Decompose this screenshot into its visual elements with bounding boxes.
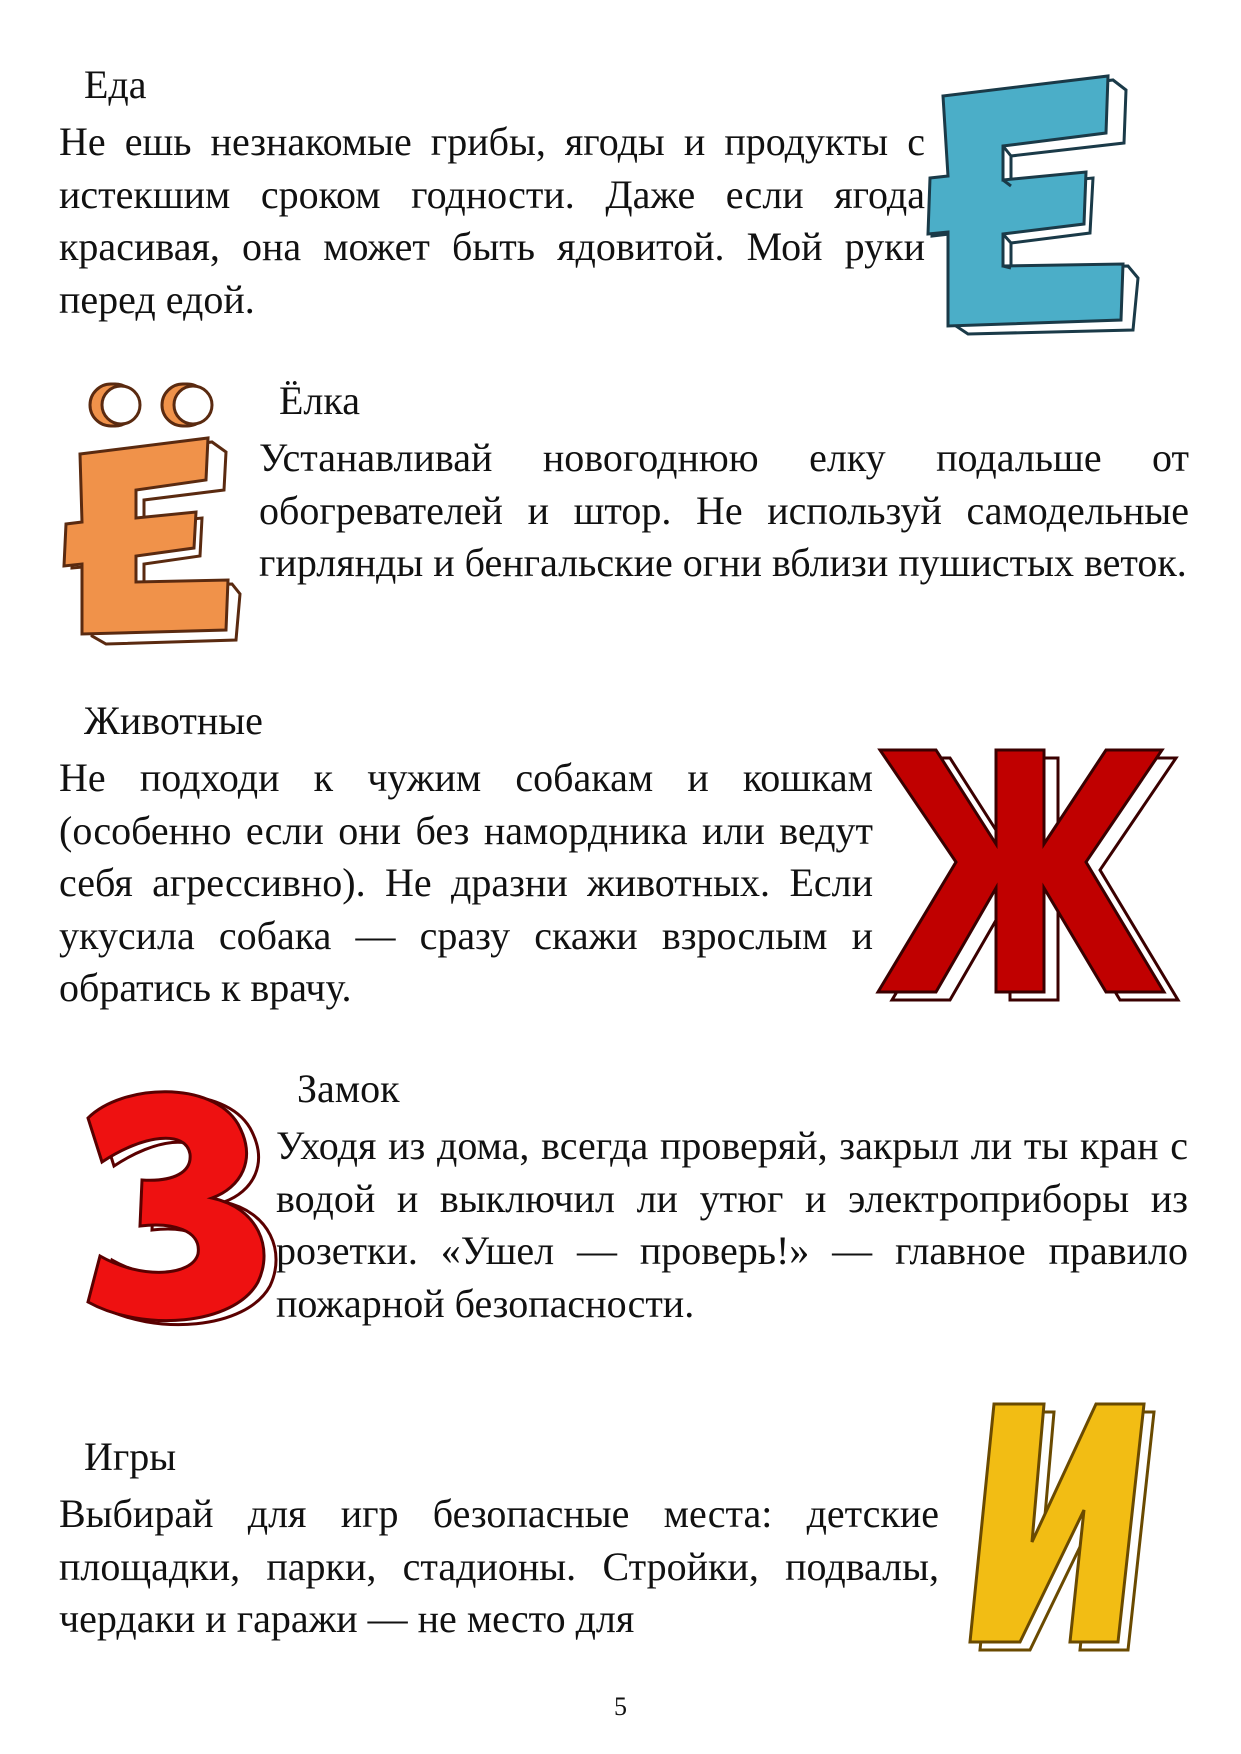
section-text-elka: Устанавливай новогоднюю елку подальше от обогревателей и штор. Не используй самодельные гирлянды и бенгальские огни вблизи пушистых веток. bbox=[259, 435, 1189, 585]
section-title-igry: Игры bbox=[84, 1434, 177, 1479]
section-text-zamok: Уходя из дома, всегда проверяй, закрыл ли ты кран с водой и выключил ли утюг и электроприборы из розетки. «Ушел — проверь!» — главное правило пожарной безопасности. bbox=[276, 1123, 1188, 1326]
section-title-eda: Еда bbox=[84, 62, 147, 107]
section-text-zhivotnye: Не подходи к чужим собакам и кошкам (особенно если они без намордника или ведут себя агрессивно). Не дразни животных. Если укусила собака — сразу скажи взрослым и обратись к врачу. bbox=[59, 755, 873, 1010]
letter-zh-illustration bbox=[884, 742, 1184, 1012]
letter-e-illustration bbox=[928, 68, 1178, 338]
section-text-eda: Не ешь незнакомые грибы, ягоды и продукты с истекшим сроком годности. Даже если ягода красивая, она может быть ядовитой. Мой руки перед едой. bbox=[59, 119, 925, 322]
letter-i-illustration bbox=[940, 1392, 1160, 1662]
section-title-elka: Ёлка bbox=[279, 378, 360, 423]
page-number: 5 bbox=[614, 1692, 627, 1721]
section-text-igry: Выбирай для игр безопасные места: детские площадки, парки, стадионы. Стройки, подвалы, чердаки и гаражи — не место для bbox=[59, 1491, 939, 1641]
section-title-zhivotnye: Животные bbox=[84, 698, 263, 743]
letter-z-illustration bbox=[62, 1080, 272, 1330]
section-title-zamok: Замок bbox=[297, 1066, 400, 1111]
letter-yo-illustration bbox=[62, 378, 262, 648]
